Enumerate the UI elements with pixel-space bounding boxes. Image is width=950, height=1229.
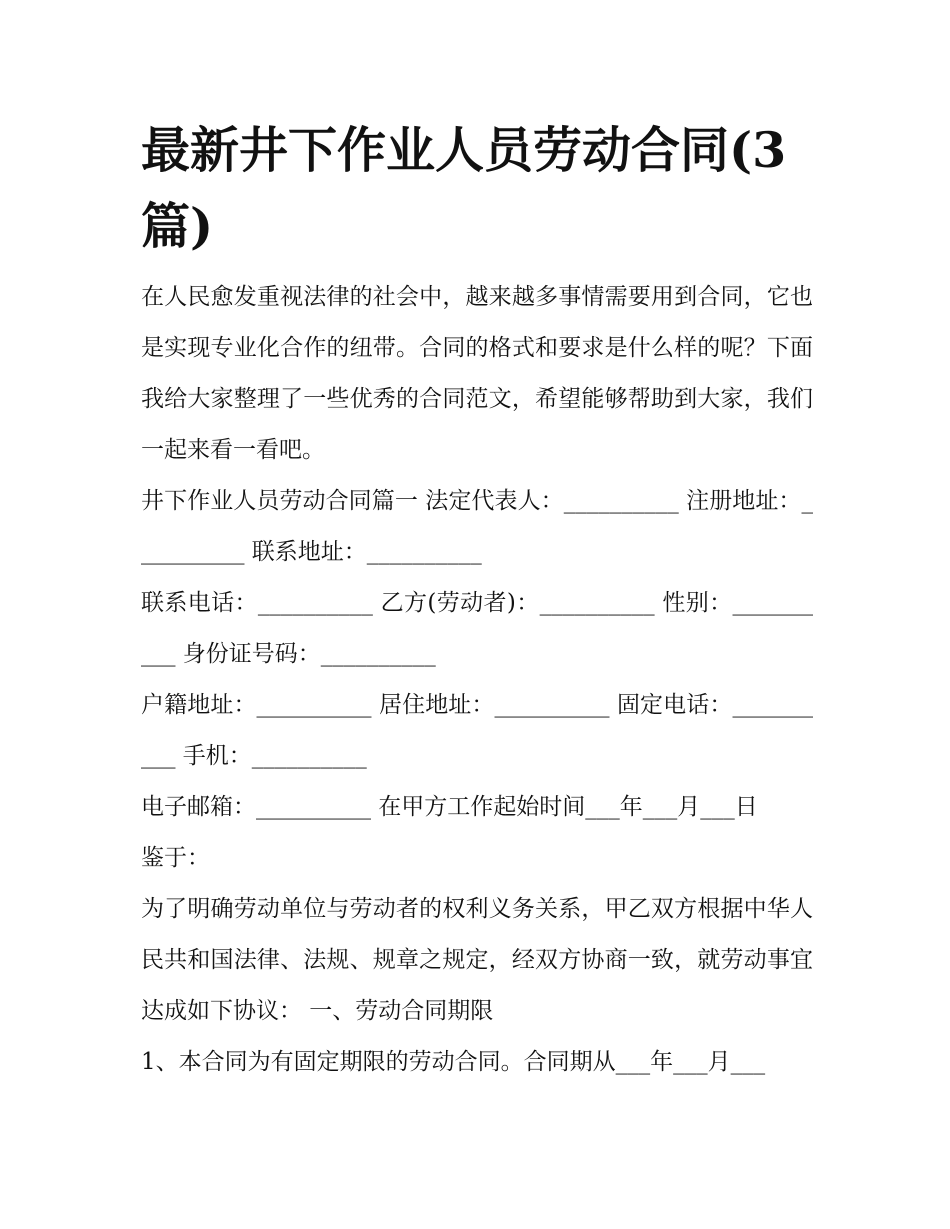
contract-email-start-date: 电子邮箱：__________ 在甲方工作起始时间___年___月___日 <box>141 794 758 820</box>
document-title: 最新井下作业人员劳动合同(3篇) <box>141 121 787 255</box>
whereas-heading: 鉴于： <box>141 845 210 871</box>
contract-party-a-info: 井下作业人员劳动合同篇一 法定代表人：__________ 注册地址：__________ 联系地址：__________ <box>141 488 813 565</box>
intro-paragraph: 在人民愈发重视法律的社会中，越来越多事情需要用到合同，它也是实现专业化合作的纽带。合同的格式和要求是什么样的呢？下面我给大家整理了一些优秀的合同范文，希望能够帮助到大家，我们一起来看一看吧。 <box>141 284 813 463</box>
contract-party-b-info: 联系电话：__________ 乙方(劳动者)：__________ 性别：__________ 身份证号码：__________ <box>141 590 813 667</box>
agreement-purpose-paragraph: 为了明确劳动单位与劳动者的权利义务关系，甲乙双方根据中华人民共和国法律、法规、规章之规定，经双方协商一致，就劳动事宜达成如下协议： 一、劳动合同期限 <box>141 896 813 1024</box>
document-page <box>141 112 813 1088</box>
contract-term-clause: 1、本合同为有固定期限的劳动合同。合同期从___年___月___ <box>141 1049 766 1075</box>
contract-address-info: 户籍地址：__________ 居住地址：__________ 固定电话：__________ 手机：__________ <box>141 692 813 769</box>
